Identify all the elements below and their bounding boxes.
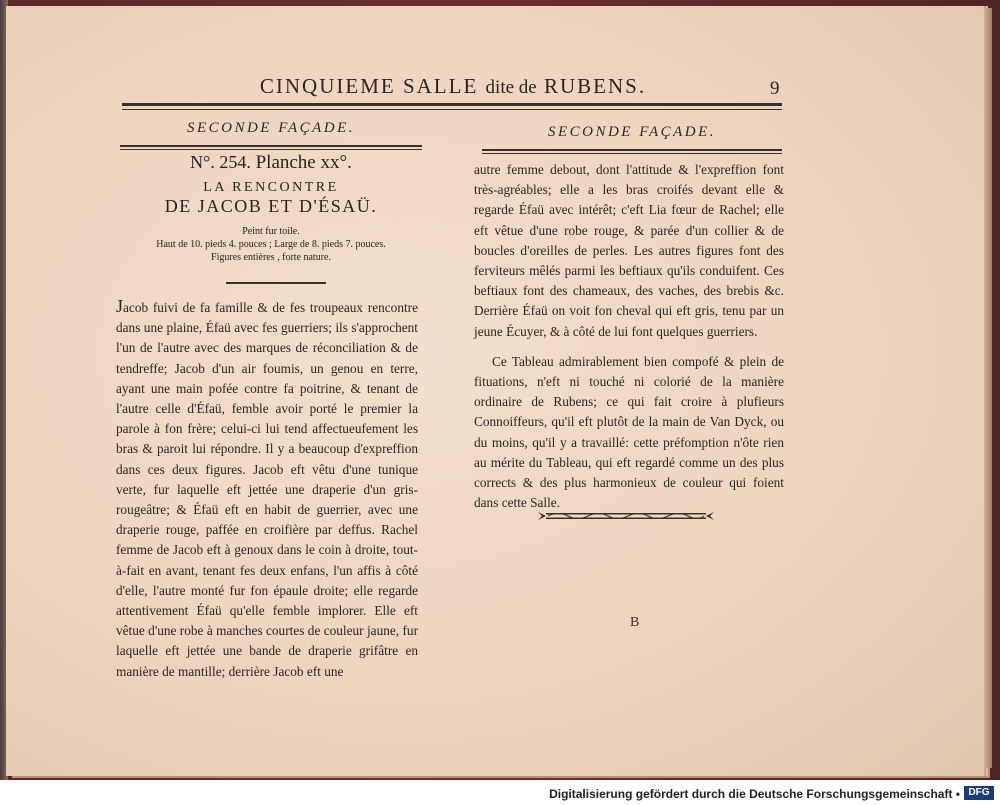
right-facade-heading: SECONDE FAÇADE. [547,124,717,140]
footer-credit: Digitalisierung gefördert durch die Deutsche Forschungsgemeinschaft • [549,787,960,801]
left-facade-rule [120,145,422,147]
right-paragraph-1: autre femme debout, dont l'attitude & l'expreffion font très-agréables; elle a les bras croifés devant elle & regarde Éfaü avec intérêt; c'eft Lia fœur de Rachel; elle eft vêtue d'une robe rouge, & parée d'un collier & de boucles d'oreilles de perles. Les autres figures font des ferviteurs mêlés parmi les beftiaux qu'ils conduifent. Ces beftiaux font des chameaux, des vaches, des brebis &c. Derrière Éfaü on voit fon cheval qui eft gris, tenu par un jeune Écuyer, & à côté de lui font quelques guerriers. [474,162,784,339]
medium: Peint fur toile. [242,226,300,237]
header-rule-thin [122,109,782,110]
ornament-divider [538,508,714,524]
right-paragraph-2: Ce Tableau admirablement bien compofé & plein de fituations, n'eft ni touché ni colorié de la manière ordinaire de Rubens; ce qui fait croire à plufieurs Connoiffeurs, qu'il eft plutôt de la main de Van Dyck, ou du moins, qu'il y a travaillé: cette préfomption n'ôte rien au mérite du Tableau, qui eft regardé comme un des plus corrects & des plus harmonieux de couleur qui foient dans cette Salle. [474,353,784,511]
title-underline [226,282,326,284]
right-facade-rule-thin [482,153,782,154]
right-facade-rule [482,149,782,151]
plate-title-block [120,152,422,264]
drop-cap: J [116,296,124,316]
title-end: RUBENS. [543,74,647,98]
header-rule-thick [122,103,782,106]
painting-title-line1: LA RENCONTRE [203,180,339,195]
left-body: acob fuivi de fa famille & de fes troupeaux rencontre dans une plaine, Éfaü avec fes guerriers; ils s'approchent l'un de l'autre avec des marques de réconciliation & de tendreffe; Jacob d'un air foumis, un genou en terre, ayant une main pofée contre fa poitrine, & tenant de l'autre celle d'Éfaü, femble avoir porté le premier la parole à fon frère; celui-ci lui tend affectueufement les bras & paroit lui répondre. Il y a beaucoup d'expreffion dans ces deux figures. Jacob eft vêtu d'une tunique verte, fur laquelle eft jettée une draperie d'un gris-rougeâtre; & Éfaü eft en habit de guerrier, avec une draperie rouge, paffée en croifière par deffus. Rachel femme de Jacob eft à genoux dans le coin à droite, tout-à-fait en avant, tenant fes deux enfans, l'un affis à côté d'elle, l'autre monté fur fon épaule droite; elle regarde attentivement Éfaü qu'elle femble implorer. Elle eft vêtue d'une robe à manches courtes de couleur jaune, fur laquelle eft jettée une bande de draperie grifâtre en manière de mantille; derrière Jacob eft une [116,300,418,679]
plate-number: N°. 254. [190,152,251,172]
painting-details [120,225,422,264]
right-column-text [474,160,784,513]
dimensions: Haut de 10. pieds 4. pouces ; Large de 8. pieds 7. pouces. [156,239,386,250]
plate-label: Planche xx°. [255,152,352,173]
left-column-text [116,296,418,682]
dfg-logo: DFG [964,786,994,800]
painting-title-line2: DE JACOB ET D'ÉSAÜ. [164,196,378,216]
page-title [120,74,786,99]
figure-size: Figures entières , forte nature. [211,252,331,263]
digitization-footer [0,780,1000,805]
left-facade-rule-thin [120,149,422,150]
plate-number-line [120,152,422,174]
running-header [120,74,786,99]
signature-mark: B [630,615,640,630]
title-dite: dite de [485,77,537,98]
title-main: CINQUIEME SALLE [259,74,479,98]
left-facade-heading: SECONDE FAÇADE. [186,120,356,136]
page-number: 9 [770,78,780,99]
left-paragraph [116,296,418,682]
page-stack-edge [984,8,992,768]
